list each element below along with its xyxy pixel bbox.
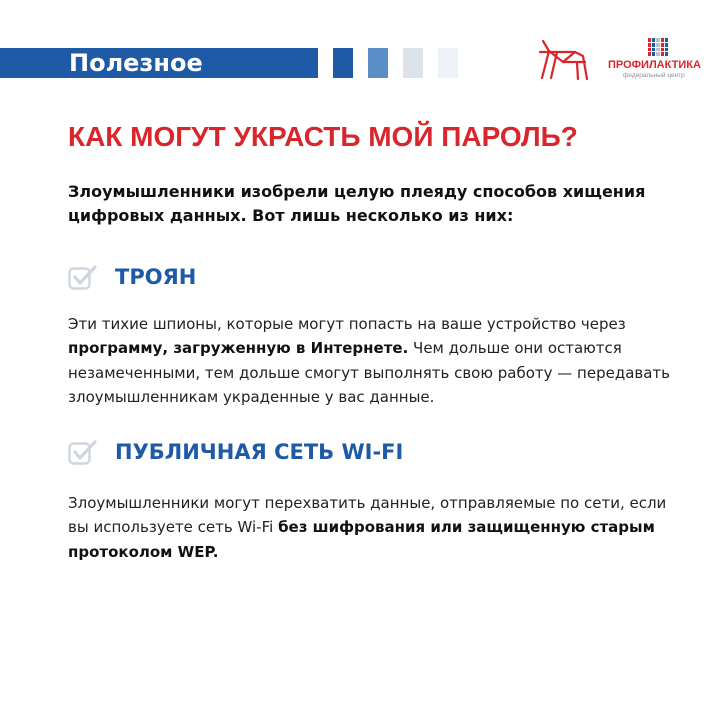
brand-grid-cell xyxy=(652,43,655,47)
section-text: Эти тихие шпионы, которые могут попасть на ваше устройство через программу, загруженную в Интернете. Чем дольше они остаются незамеченными, тем дольше смогут выполнять свою работу — передавать злоумышленникам украденные у вас данные. xyxy=(68,315,670,406)
brand-name: ПРОФИЛАКТИКА xyxy=(608,59,701,71)
brand-grid-icon xyxy=(648,38,668,56)
brand-grid-cell xyxy=(656,48,659,52)
brand-grid-cell xyxy=(665,38,668,42)
decor-square xyxy=(403,48,423,78)
header-label: Полезное xyxy=(69,49,203,77)
brand-grid-cell xyxy=(648,43,651,47)
brand-grid-cell xyxy=(661,48,664,52)
brand-subtitle: федеральный центр xyxy=(623,72,685,79)
header-banner xyxy=(0,48,318,78)
decor-square xyxy=(333,48,353,78)
section-heading xyxy=(68,437,403,467)
brand-grid-cell xyxy=(652,48,655,52)
brand-grid-cell xyxy=(661,52,664,56)
brand-grid-cell xyxy=(665,43,668,47)
decor-square xyxy=(438,48,458,78)
brand-grid-cell xyxy=(648,48,651,52)
section-heading xyxy=(68,262,196,292)
brand-grid-cell xyxy=(665,52,668,56)
brand-grid-cell xyxy=(661,43,664,47)
brand-grid-cell xyxy=(656,38,659,42)
section-text: Злоумышленники могут перехватить данные, отправляемые по сети, если вы используете сеть Wi-Fi без шифрования или защищенную старым протоколом WEP. xyxy=(68,494,667,561)
brand-grid-cell xyxy=(656,43,659,47)
checkbox-icon xyxy=(68,264,97,291)
brand-grid-cell xyxy=(661,38,664,42)
intro-text: Злоумышленники изобрели целую плеяду способов хищения цифровых данных. Вот лишь несколько из них: xyxy=(68,182,646,225)
brand-grid-cell xyxy=(656,52,659,56)
checkbox-icon xyxy=(68,439,97,466)
page-title: КАК МОГУТ УКРАСТЬ МОЙ ПАРОЛЬ? xyxy=(68,121,578,152)
section-title: ПУБЛИЧНАЯ СЕТЬ WI-FI xyxy=(115,440,404,464)
decor-square xyxy=(368,48,388,78)
brand-grid-cell xyxy=(652,38,655,42)
section-title: ТРОЯН xyxy=(115,265,197,289)
brand-grid-cell xyxy=(648,38,651,42)
brand-grid-cell xyxy=(652,52,655,56)
chair-logo-icon xyxy=(537,38,589,82)
brand-grid-cell xyxy=(665,48,668,52)
brand-grid-cell xyxy=(648,52,651,56)
